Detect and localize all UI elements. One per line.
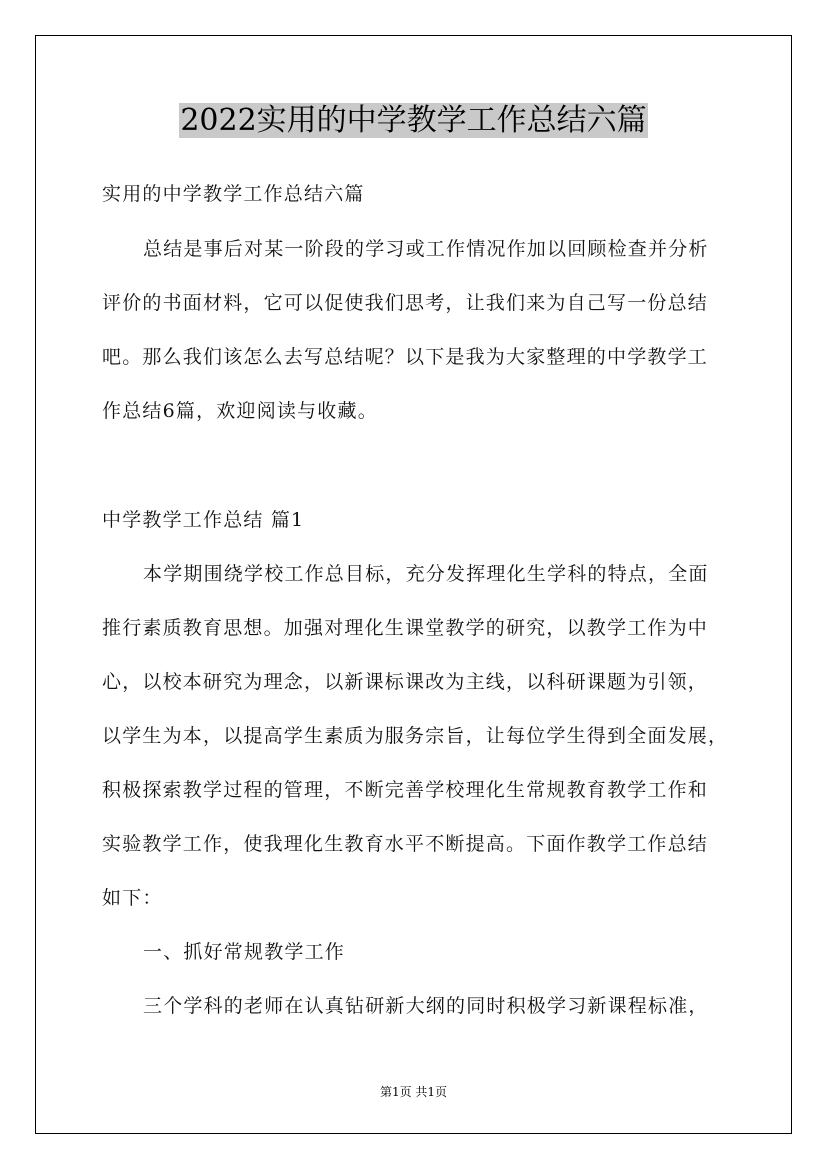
section-line: 积极探索教学过程的管理，不断完善学校理化生常规教育教学工作和 xyxy=(102,779,709,801)
body-line: 三个学科的老师在认真钻研新大纲的同时积极学习新课程标准， xyxy=(143,995,709,1017)
intro-line: 总结是事后对某一阶段的学习或工作情况作加以回顾检查并分析 xyxy=(143,238,709,260)
subheading: 一、抓好常规教学工作 xyxy=(143,941,346,963)
document-title-text: 2022实用的中学教学工作总结六篇 xyxy=(180,103,647,138)
section-line: 以学生为本，以提高学生素质为服务宗旨，让每位学生得到全面发展， xyxy=(102,725,729,747)
document-subtitle: 实用的中学教学工作总结六篇 xyxy=(102,183,365,205)
section-line: 如下： xyxy=(102,887,163,909)
page-footer: 第1页 共1页 xyxy=(379,1085,448,1099)
section-line: 心，以校本研究为理念，以新课标课改为主线，以科研课题为引领， xyxy=(102,671,709,693)
document-title xyxy=(0,100,827,142)
intro-line: 评价的书面材料，它可以促使我们思考，让我们来为自己写一份总结 xyxy=(102,292,709,314)
section-line: 本学期围绕学校工作总目标，充分发挥理化生学科的特点，全面 xyxy=(143,563,709,585)
section-line: 推行素质教育思想。加强对理化生课堂教学的研究，以教学工作为中 xyxy=(102,617,709,639)
intro-line: 作总结6篇，欢迎阅读与收藏。 xyxy=(102,400,378,422)
section-heading: 中学教学工作总结 篇1 xyxy=(102,509,305,531)
intro-line: 吧。那么我们该怎么去写总结呢？以下是我为大家整理的中学教学工 xyxy=(102,346,709,368)
section-line: 实验教学工作，使我理化生教育水平不断提高。下面作教学工作总结 xyxy=(102,833,709,855)
